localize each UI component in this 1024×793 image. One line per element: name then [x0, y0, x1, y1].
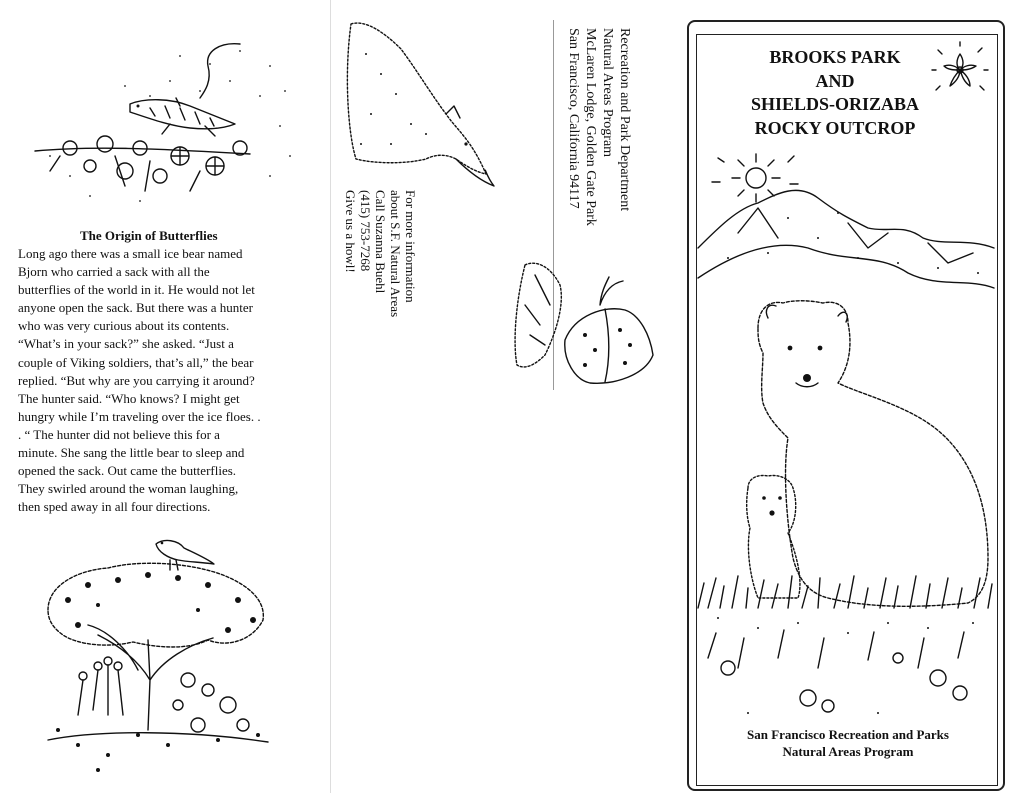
- story-line: butterflies of the world in it. He would not let: [18, 282, 255, 298]
- mailing-address: [565, 28, 633, 226]
- story-title: The Origin of Butterflies: [80, 228, 218, 243]
- cover-footer-line: San Francisco Recreation and Parks: [747, 727, 949, 742]
- story-line: . “ The hunter did not believe this for a: [18, 426, 220, 442]
- story-line: couple of Viking soldiers, that’s all,” the bear: [18, 354, 254, 370]
- cover-footer-line: Natural Areas Program: [782, 744, 914, 759]
- address-line: Natural Areas Program: [600, 28, 615, 158]
- address-line: San Francisco, California 94117: [566, 28, 581, 209]
- contact-line: Give us a howl!: [343, 190, 358, 273]
- contact-line: (415) 753-7268: [358, 190, 373, 272]
- howling-coyote-illustration: [336, 14, 501, 194]
- story-line: hungry while I’m traveling over the ice floes. .: [18, 408, 261, 424]
- story-line: replied. “But why are you carrying it around?: [18, 372, 255, 388]
- contact-info: [343, 190, 418, 317]
- fold-line: [330, 0, 331, 793]
- butterfly-on-plant-illustration: [505, 245, 660, 385]
- story-line: Long ago there was a small ice bear named: [18, 246, 243, 261]
- flower-icon: [930, 40, 990, 100]
- story-line: Bjorn who carried a sack with all the: [18, 264, 210, 280]
- sun-icon: [712, 154, 798, 202]
- cover-title-line: AND: [815, 70, 855, 91]
- story-line: opened the sack. Out came the butterflies.: [18, 463, 237, 479]
- address-line: McLaren Lodge, Golden Gate Park: [583, 28, 598, 226]
- cover-title-line: SHIELDS-ORIZABA: [750, 94, 920, 114]
- contact-line: Call Suzanna Buehl: [373, 190, 388, 294]
- story-line: “What’s in your sack?” she asked. “Just a: [18, 336, 234, 352]
- bird-on-shrub-illustration: [38, 530, 288, 780]
- story-line: The hunter said. “Who knows? I might get: [18, 390, 240, 406]
- bear-and-cub-mountain-illustration: [698, 138, 996, 728]
- contact-line: about S.F. Natural Areas: [388, 190, 403, 318]
- story-line: They swirled around the woman laughing,: [18, 481, 239, 497]
- story-line: who was very curious about its contents.: [18, 318, 230, 334]
- cover-title: [720, 46, 950, 140]
- story-line: minute. She sang the little bear to sleep and: [18, 445, 245, 461]
- story-body: [18, 245, 310, 516]
- cover-footer: [700, 726, 996, 760]
- cover-title-line: ROCKY OUTCROP: [754, 117, 916, 138]
- address-line: Recreation and Park Department: [617, 28, 632, 212]
- contact-line: For more information: [403, 190, 418, 303]
- cover-title-line: BROOKS PARK: [769, 47, 901, 67]
- story-line: anyone open the sack. But there was a hunter: [18, 300, 254, 316]
- story-line: then sped away in all four directions.: [18, 499, 211, 515]
- lizard-on-flowers-illustration: [30, 36, 300, 206]
